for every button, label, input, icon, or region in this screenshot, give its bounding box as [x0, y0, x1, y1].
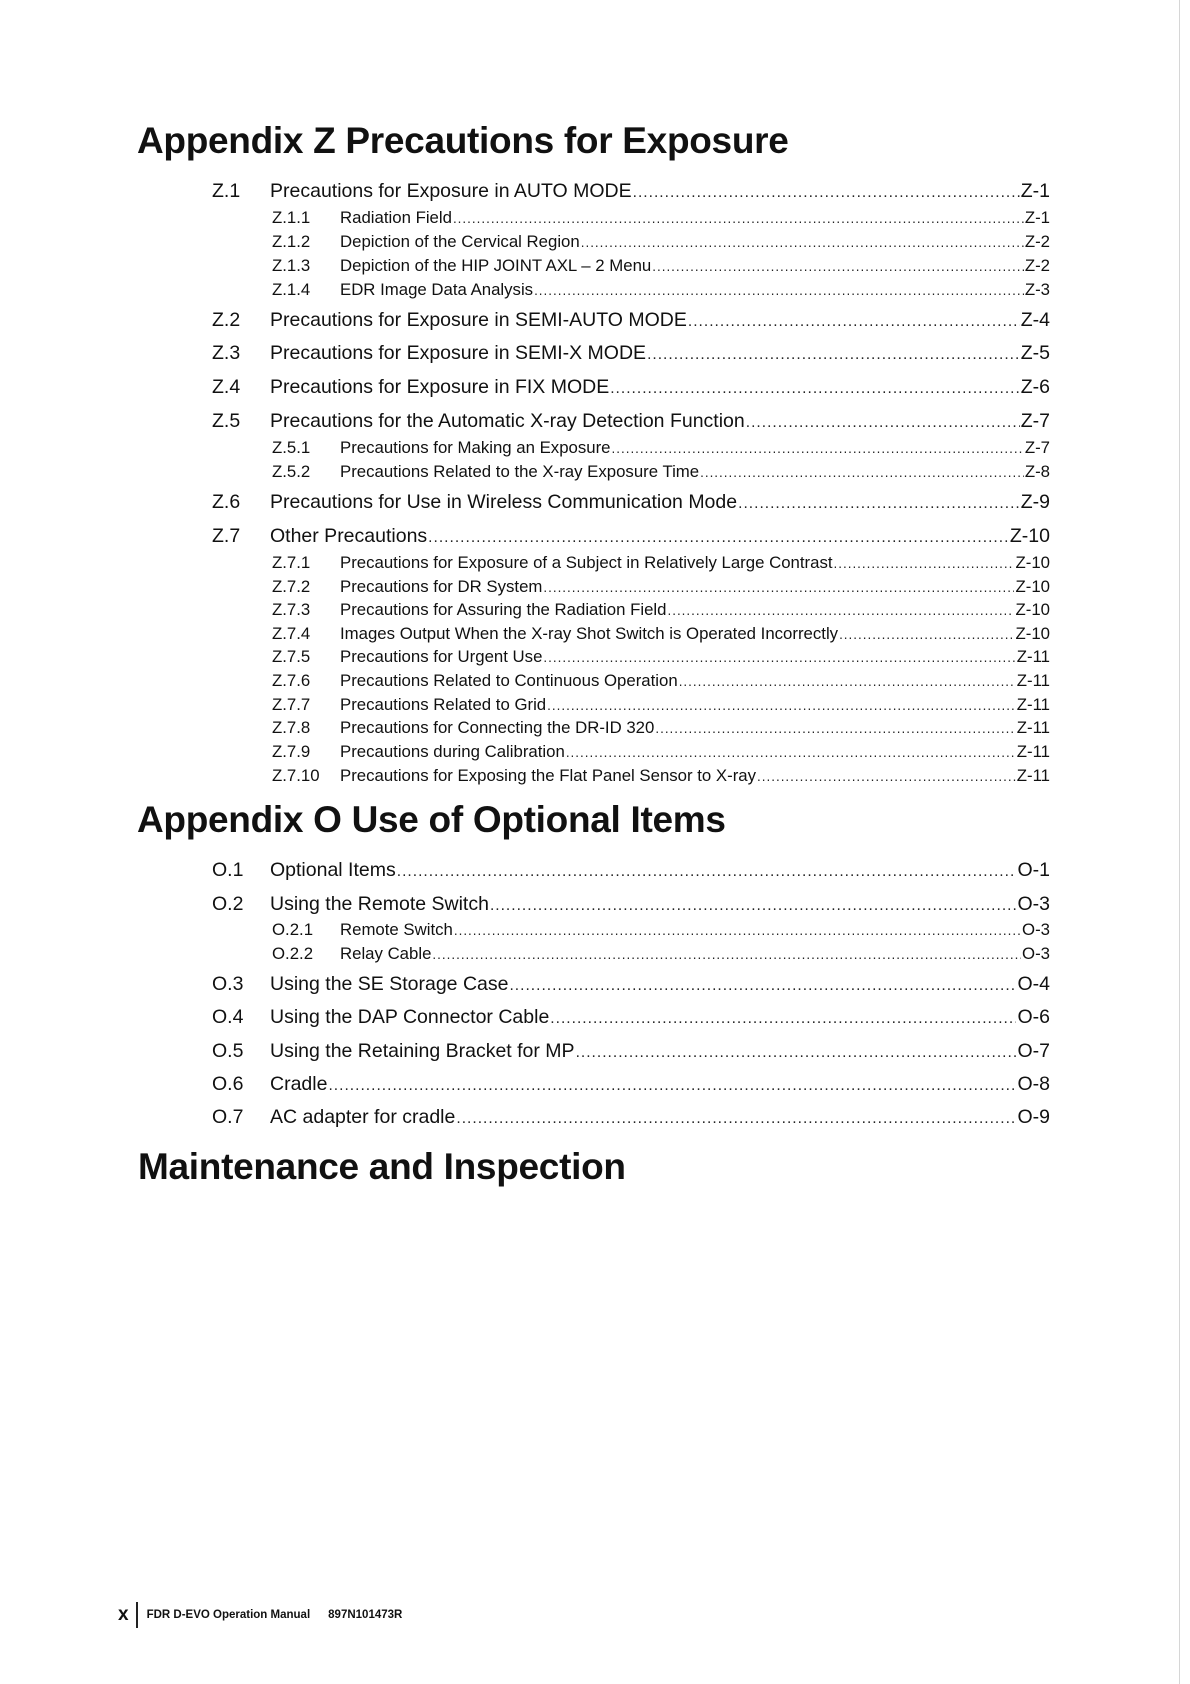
toc-subentry[interactable] [272, 624, 1050, 644]
toc-dot-leader [647, 346, 1020, 364]
page-edge-line [1179, 0, 1180, 1684]
toc-entry[interactable] [212, 973, 1050, 996]
toc-subentry[interactable] [272, 718, 1050, 738]
toc-entry-title: Depiction of the HIP JOINT AXL – 2 Menu [340, 256, 652, 275]
toc-entry[interactable] [212, 1006, 1050, 1029]
toc-entry-page: O-3 [1022, 920, 1050, 939]
toc-entry-number: Z.5.2 [272, 462, 311, 481]
toc-subentry[interactable] [272, 577, 1050, 597]
toc-dot-leader [432, 947, 1021, 962]
toc-entry-title: Precautions for Assuring the Radiation Field [340, 600, 667, 619]
toc-entry[interactable] [212, 859, 1050, 882]
footer-divider [136, 1602, 138, 1628]
page-footer [118, 1602, 402, 1628]
toc-entry-number: Z.6 [212, 491, 241, 513]
toc-dot-leader [612, 441, 1024, 456]
toc-entry-page: Z-7 [1020, 410, 1050, 432]
toc-subentry[interactable] [272, 600, 1050, 620]
toc-entry-title: Precautions for the Automatic X-ray Detection Function [270, 410, 745, 432]
toc-dot-leader [328, 1077, 1016, 1095]
toc-entry-title: Precautions for Exposure in FIX MODE [270, 376, 610, 398]
toc-entry-number: Z.1.2 [272, 232, 311, 251]
toc-dot-leader [566, 745, 1016, 760]
toc-dot-leader [667, 603, 1014, 618]
toc-entry-page: Z-11 [1016, 647, 1050, 666]
footer-document-number: 897N101473R [328, 1609, 403, 1621]
toc-entry-title: Using the DAP Connector Cable [270, 1006, 550, 1028]
maintenance-heading: Maintenance and Inspection [138, 1146, 626, 1187]
toc-dot-leader [543, 650, 1015, 665]
toc-subentry[interactable] [272, 256, 1050, 276]
toc-entry-page: Z-11 [1016, 742, 1050, 761]
toc-entry-number: Z.7.8 [272, 718, 311, 737]
toc-entry-title: Precautions Related to Continuous Operation [340, 671, 678, 690]
toc-entry-number: O.6 [212, 1073, 244, 1095]
toc-entry-number: Z.1.3 [272, 256, 311, 275]
toc-dot-leader [652, 259, 1024, 274]
toc-entry-page: O-3 [1022, 944, 1050, 963]
toc-entry-page: O-6 [1017, 1006, 1050, 1028]
toc-entry-number: O.2 [212, 893, 244, 915]
toc-subentry[interactable] [272, 671, 1050, 691]
toc-subentry[interactable] [272, 232, 1050, 252]
toc-dot-leader [534, 283, 1024, 298]
toc-entry-title: Precautions during Calibration [340, 742, 565, 761]
toc-dot-leader [757, 769, 1016, 784]
toc-entry-title: Precautions for Exposure in SEMI-X MODE [270, 342, 647, 364]
toc-dot-leader [397, 863, 1017, 881]
toc-dot-leader [550, 1010, 1016, 1028]
appendix-o-heading: Appendix O Use of Optional Items [137, 799, 726, 840]
toc-entry-title: Radiation Field [340, 208, 452, 227]
toc-entry-number: O.1 [212, 859, 244, 881]
toc-entry-page: O-7 [1017, 1040, 1050, 1062]
toc-entry[interactable] [212, 893, 1050, 916]
toc-dot-leader [490, 897, 1017, 915]
toc-entry-title: Using the Retaining Bracket for MP [270, 1040, 575, 1062]
toc-entry-number: Z.5.1 [272, 438, 311, 457]
toc-dot-leader [679, 674, 1016, 689]
toc-entry-number: Z.4 [212, 376, 241, 398]
toc-entry-number: Z.5 [212, 410, 241, 432]
toc-entry-page: Z-1 [1020, 180, 1050, 202]
toc-entry-title: Precautions for Connecting the DR-ID 320 [340, 718, 655, 737]
toc-entry-number: O.2.1 [272, 920, 314, 939]
toc-entry-number: Z.1.1 [272, 208, 311, 227]
toc-entry-number: Z.1 [212, 180, 241, 202]
toc-entry-page: Z-10 [1015, 553, 1050, 572]
toc-entry[interactable] [212, 1040, 1050, 1063]
toc-entry-number: Z.7.5 [272, 647, 311, 666]
toc-entry-number: Z.3 [212, 342, 241, 364]
toc-entry-title: Precautions for Use in Wireless Communication Mode [270, 491, 738, 513]
toc-entry-title: Precautions for Exposure of a Subject in Relatively Large Contrast [340, 553, 833, 572]
toc-subentry[interactable] [272, 280, 1050, 300]
toc-entry-number: Z.7.4 [272, 624, 311, 643]
toc-entry-title: Using the SE Storage Case [270, 973, 509, 995]
toc-entry[interactable] [212, 410, 1050, 433]
toc-subentry[interactable] [272, 742, 1050, 762]
toc-entry-page: Z-10 [1009, 525, 1050, 547]
toc-entry-page: Z-7 [1024, 438, 1050, 457]
toc-entry-page: Z-11 [1016, 766, 1050, 785]
toc-entry-number: Z.1.4 [272, 280, 311, 299]
toc-dot-leader [633, 184, 1020, 202]
toc-entry-number: Z.7.10 [272, 766, 320, 785]
toc-entry-number: Z.7.3 [272, 600, 311, 619]
appendix-z-heading: Appendix Z Precautions for Exposure [137, 120, 789, 161]
toc-entry-title: Precautions for Exposure in SEMI-AUTO MODE [270, 309, 687, 331]
toc-entry-title: AC adapter for cradle [270, 1106, 456, 1128]
toc-entry-page: Z-10 [1015, 600, 1050, 619]
toc-dot-leader [581, 235, 1024, 250]
toc-entry-title: Remote Switch [340, 920, 453, 939]
toc-subentry[interactable] [272, 944, 1050, 964]
toc-entry-title: Precautions for DR System [340, 577, 543, 596]
toc-dot-leader [688, 313, 1020, 331]
toc-entry-number: Z.7 [212, 525, 241, 547]
toc-entry-number: Z.7.7 [272, 695, 311, 714]
toc-dot-leader [746, 414, 1020, 432]
toc-entry-page: O-3 [1017, 893, 1050, 915]
toc-entry-page: O-4 [1017, 973, 1050, 995]
toc-subentry[interactable] [272, 920, 1050, 940]
toc-entry-page: Z-11 [1016, 695, 1050, 714]
toc-entry-page: Z-10 [1015, 624, 1050, 643]
toc-entry-page: Z-3 [1024, 280, 1050, 299]
toc-entry-title: Precautions Related to the X-ray Exposure Time [340, 462, 700, 481]
footer-manual-title: FDR D-EVO Operation Manual [146, 1609, 311, 1621]
footer-page-number: x [118, 1604, 129, 1625]
toc-entry-page: Z-4 [1020, 309, 1050, 331]
toc-entry[interactable] [212, 1073, 1050, 1096]
toc-entry-number: Z.7.1 [272, 553, 311, 572]
toc-entry-title: Precautions Related to Grid [340, 695, 547, 714]
toc-subentry[interactable] [272, 647, 1050, 667]
toc-dot-leader [428, 529, 1009, 547]
toc-entry-title: Depiction of the Cervical Region [340, 232, 580, 251]
toc-subentry[interactable] [272, 695, 1050, 715]
toc-entry-number: Z.2 [212, 309, 241, 331]
toc-entry-title: Precautions for Exposing the Flat Panel Sensor to X-ray [340, 766, 757, 785]
toc-dot-leader [453, 211, 1024, 226]
toc-entry-number: O.7 [212, 1106, 244, 1128]
toc-entry-number: Z.7.9 [272, 742, 311, 761]
toc-entry[interactable] [212, 376, 1050, 399]
toc-entry[interactable] [212, 342, 1050, 365]
toc-entry-title: Using the Remote Switch [270, 893, 489, 915]
toc-dot-leader [456, 1110, 1016, 1128]
toc-entry[interactable] [212, 525, 1050, 548]
toc-subentry[interactable] [272, 553, 1050, 573]
toc-entry-page: Z-11 [1016, 671, 1050, 690]
toc-dot-leader [547, 698, 1016, 713]
toc-dot-leader [700, 465, 1024, 480]
toc-dot-leader [543, 580, 1014, 595]
toc-entry-title: Precautions for Urgent Use [340, 647, 543, 666]
toc-entry-title: Other Precautions [270, 525, 428, 547]
toc-entry-title: Optional Items [270, 859, 396, 881]
toc-subentry[interactable] [272, 462, 1050, 482]
toc-entry-number: O.2.2 [272, 944, 314, 963]
toc-entry-number: O.4 [212, 1006, 244, 1028]
toc-entry-page: Z-2 [1024, 256, 1050, 275]
toc-entry-title: Cradle [270, 1073, 328, 1095]
toc-entry-title: Precautions for Exposure in AUTO MODE [270, 180, 632, 202]
toc-entry-page: O-8 [1017, 1073, 1050, 1095]
toc-dot-leader [738, 495, 1020, 513]
toc-subentry[interactable] [272, 208, 1050, 228]
toc-entry-title: Relay Cable [340, 944, 432, 963]
toc-dot-leader [834, 556, 1015, 571]
toc-entry-page: Z-1 [1024, 208, 1050, 227]
toc-entry-title: Images Output When the X-ray Shot Switch is Operated Incorrectly [340, 624, 839, 643]
toc-entry-title: Precautions for Making an Exposure [340, 438, 611, 457]
toc-entry[interactable] [212, 1106, 1050, 1129]
toc-dot-leader [576, 1044, 1017, 1062]
toc-entry-number: O.5 [212, 1040, 244, 1062]
toc-entry-page: O-1 [1017, 859, 1050, 881]
toc-entry-page: Z-10 [1015, 577, 1050, 596]
toc-entry-number: Z.7.2 [272, 577, 311, 596]
toc-dot-leader [655, 721, 1015, 736]
toc-entry-page: Z-5 [1020, 342, 1050, 364]
toc-entry-page: Z-8 [1024, 462, 1050, 481]
toc-dot-leader [509, 977, 1016, 995]
toc-entry-number: O.3 [212, 973, 244, 995]
toc-subentry[interactable] [272, 438, 1050, 458]
toc-dot-leader [839, 627, 1014, 642]
toc-entry-page: Z-2 [1024, 232, 1050, 251]
toc-entry-page: O-9 [1017, 1106, 1050, 1128]
toc-dot-leader [610, 380, 1020, 398]
toc-entry-number: Z.7.6 [272, 671, 311, 690]
toc-entry[interactable] [212, 180, 1050, 203]
toc-entry-page: Z-9 [1020, 491, 1050, 513]
toc-entry-page: Z-6 [1020, 376, 1050, 398]
toc-entry-page: Z-11 [1016, 718, 1050, 737]
toc-dot-leader [454, 923, 1021, 938]
toc-entry[interactable] [212, 309, 1050, 332]
toc-entry[interactable] [212, 491, 1050, 514]
toc-subentry[interactable] [272, 766, 1050, 786]
toc-entry-title: EDR Image Data Analysis [340, 280, 534, 299]
